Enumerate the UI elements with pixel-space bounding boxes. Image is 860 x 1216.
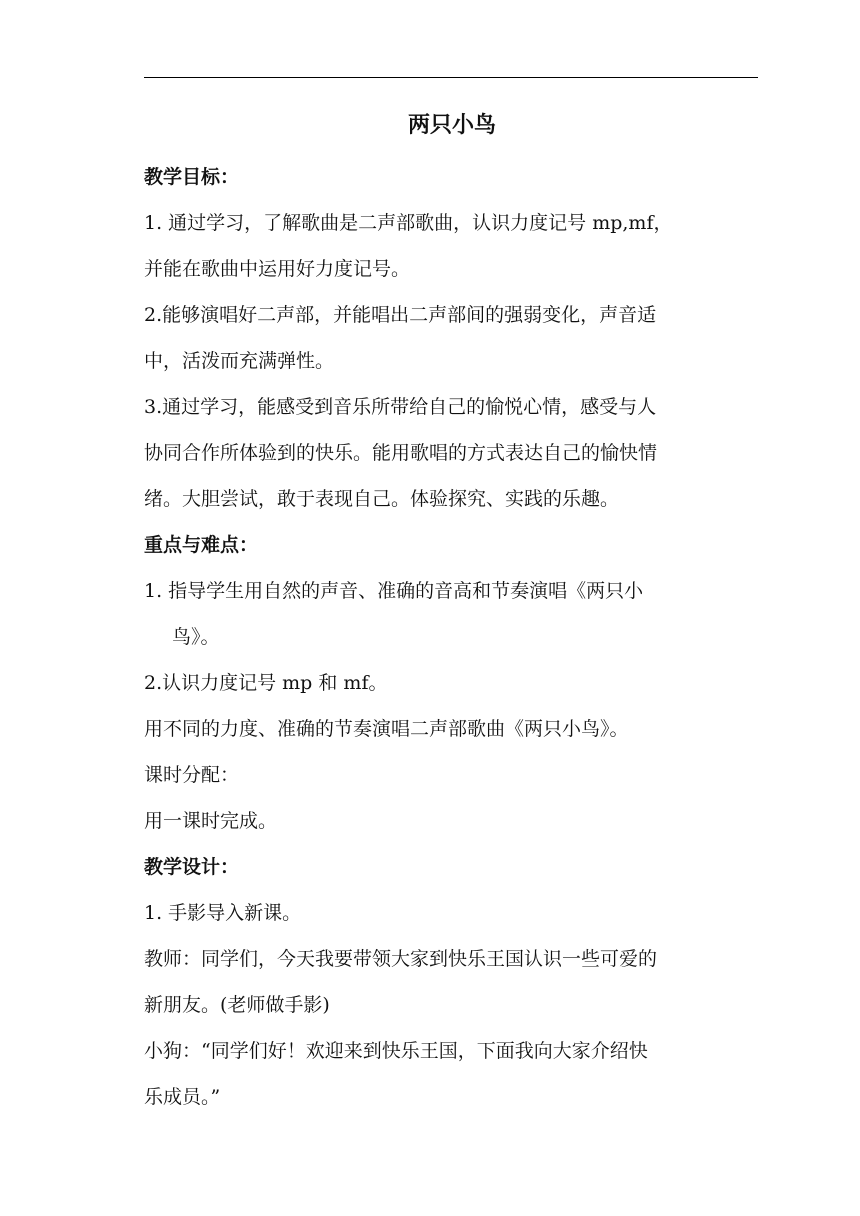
paragraph-line: 并能在歌曲中运用好力度记号。 — [144, 258, 411, 280]
paragraph-line: 1. 手影导入新课。 — [144, 902, 302, 924]
document-body — [144, 106, 760, 1120]
paragraph-line: 1. 通过学习，了解歌曲是二声部歌曲，认识力度记号 mp,mf， — [144, 212, 673, 234]
paragraph-line: 教师：同学们，今天我要带领大家到快乐王国认识一些可爱的 — [144, 948, 658, 970]
section-heading-key-points: 重点与难点： — [144, 534, 259, 556]
document-title: 两只小鸟 — [407, 113, 496, 138]
paragraph-line: 乐成员。” — [144, 1086, 221, 1108]
paragraph-line: 2.能够演唱好二声部，并能唱出二声部间的强弱变化，声音适 — [144, 304, 657, 326]
paragraph-line: 新朋友。(老师做手影) — [144, 994, 330, 1016]
section-heading-goals: 教学目标： — [144, 166, 240, 188]
paragraph-line: 1. 指导学生用自然的声音、准确的音高和节奏演唱《两只小 — [144, 580, 644, 602]
paragraph-line: 中，活泼而充满弹性。 — [144, 350, 335, 372]
paragraph-line: 3.通过学习，能感受到音乐所带给自己的愉悦心情，感受与人 — [144, 396, 657, 418]
paragraph-line: 小狗：“同学们好！欢迎来到快乐王国，下面我向大家介绍快 — [144, 1040, 648, 1062]
paragraph-line: 课时分配： — [144, 764, 240, 786]
header-rule — [144, 77, 758, 78]
paragraph-line: 用一课时完成。 — [144, 810, 278, 832]
section-heading-design: 教学设计： — [144, 856, 240, 878]
paragraph-line: 鸟》。 — [172, 626, 220, 648]
paragraph-line: 绪。大胆尝试，敢于表现自己。体验探究、实践的乐趣。 — [144, 488, 620, 510]
paragraph-line: 协同合作所体验到的快乐。能用歌唱的方式表达自己的愉快情 — [144, 442, 658, 464]
paragraph-line: 2.认识力度记号 mp 和 mf。 — [144, 672, 388, 694]
paragraph-line: 用不同的力度、准确的节奏演唱二声部歌曲《两只小鸟》。 — [144, 718, 629, 740]
